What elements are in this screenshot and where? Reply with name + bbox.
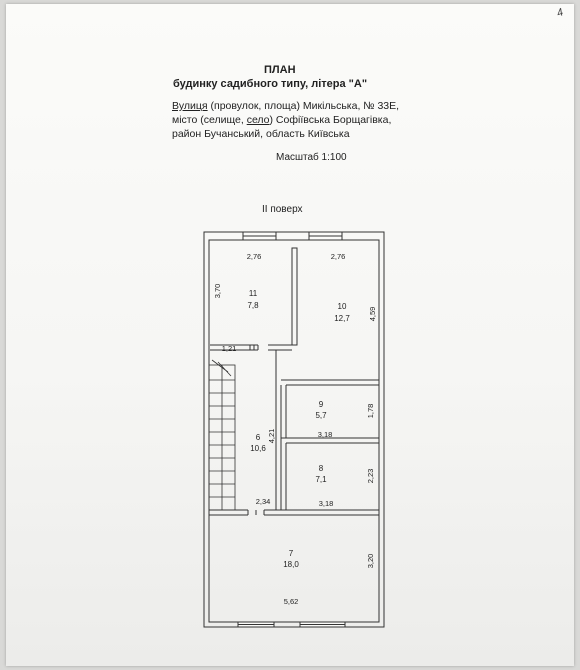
- room-area: 7,1: [315, 475, 327, 484]
- street-word: Вулиця: [172, 100, 208, 112]
- partition-6-9-8: [276, 350, 281, 510]
- scale-label: Масштаб 1:100: [276, 152, 347, 163]
- dimension-label: 2,34: [255, 497, 271, 506]
- dimension-label: 4,59: [368, 306, 377, 322]
- room-area: 12,7: [334, 314, 350, 323]
- dimension-label: 5,62: [283, 597, 299, 606]
- dimension-labels: [213, 252, 377, 606]
- city-word: село: [246, 114, 270, 126]
- dimension-label: 1,21: [221, 344, 237, 353]
- floor-label: II поверх: [262, 204, 303, 215]
- room-number: 9: [318, 400, 324, 409]
- dimension-label: 2,76: [330, 252, 346, 261]
- room-area: 10,6: [250, 444, 266, 453]
- plan-title: ПЛАН: [264, 64, 296, 76]
- room-labels: [247, 289, 350, 569]
- room-area: 5,7: [315, 411, 327, 420]
- dimension-label: 1,78: [366, 403, 375, 419]
- dimension-label: 4,21: [267, 428, 276, 444]
- dimension-label: 3,18: [318, 499, 334, 508]
- room-number: 6: [255, 433, 261, 442]
- window-bottom-left: [238, 622, 274, 627]
- city-rest: ) Софіївська Борщагівка,: [269, 114, 392, 126]
- room-number: 10: [337, 302, 347, 311]
- plan-subtitle: будинку садибного типу, літера "А": [173, 78, 368, 90]
- partition-11-10: [292, 248, 297, 345]
- window-top-left: [243, 232, 276, 240]
- room-area: 7,8: [247, 301, 259, 310]
- street-rest: (провулок, площа) Микільська, № 33Е,: [207, 100, 400, 112]
- door-11: [250, 345, 258, 350]
- dimension-label: 3,20: [366, 553, 375, 569]
- door-7: [248, 510, 264, 515]
- room-number: 7: [288, 549, 294, 558]
- room-area: 18,0: [283, 560, 299, 569]
- dimension-label: 2,23: [366, 468, 375, 484]
- partition-10-9: [281, 380, 379, 385]
- room-number: 8: [318, 464, 324, 473]
- city-pre: місто (селище,: [172, 114, 247, 126]
- address-line-region: район Бучанський, область Київська: [172, 128, 350, 140]
- window-top-right: [309, 232, 342, 240]
- window-bottom-right: [300, 622, 345, 627]
- staircase: [209, 360, 235, 510]
- partition-7-top: [209, 510, 379, 515]
- room-number: 11: [248, 289, 258, 298]
- dimension-label: 2,76: [246, 252, 262, 261]
- dimension-label: 3,70: [213, 283, 222, 299]
- dimension-label: 3,18: [317, 430, 333, 439]
- page-number-mark: 4: [555, 6, 565, 20]
